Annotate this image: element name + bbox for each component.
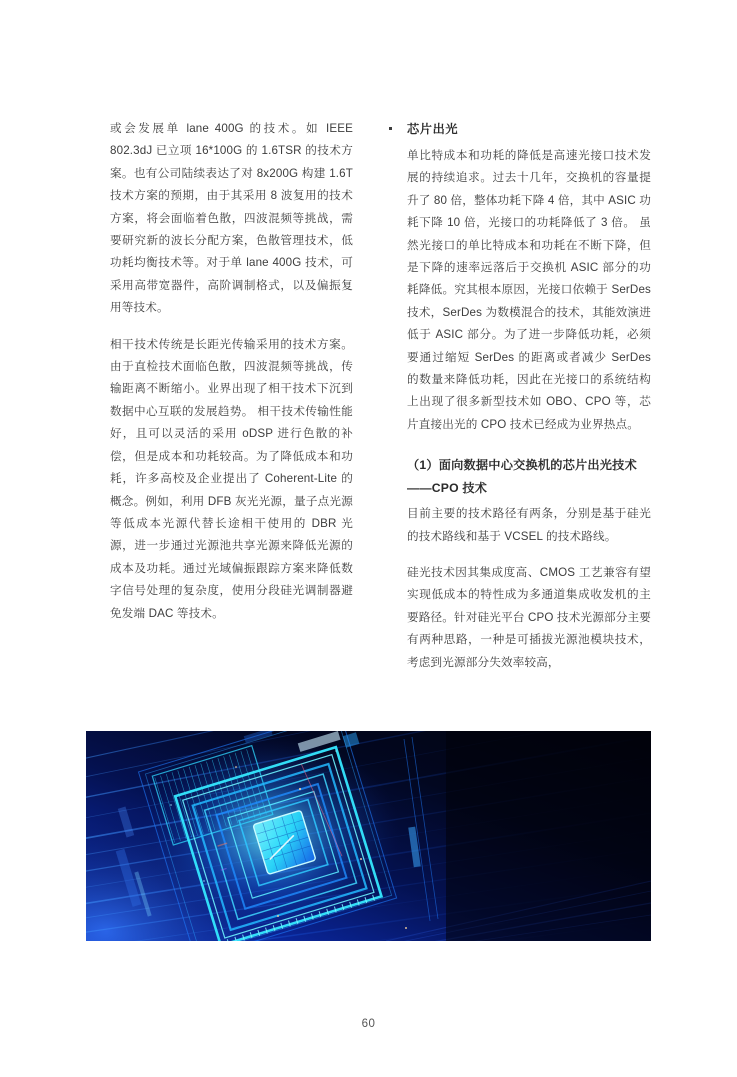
square-bullet-icon	[389, 127, 392, 130]
bullet-section-body	[385, 145, 651, 674]
paragraph: 或会发展单 lane 400G 的技术。如 IEEE 802.3dJ 已立项 16*100G 的 1.6TSR 的技术方案。也有公司陆续表达了对 8x200G 构建 1.6T 技术方案的预期，由于其采用 8 波复用的技术方案，将会面临着色散，四波混频等挑战，需要研究新的波长分配方案，色散管理技术，低功耗均衡技术等。对于单 lane 400G 技术，可采用高带宽器件，高阶调制格式，以及偏振复用等技术。	[110, 122, 353, 315]
paragraph: 硅光技术因其集成度高、CMOS 工艺兼容有望实现低成本的特性成为多通道集成收发机的主要路径。针对硅光平台 CPO 技术光源部分主要有两种思路，一种是可插拔光源池模块技术，考虑到光源部分失效率较高，	[407, 565, 651, 669]
left-text-column	[110, 118, 353, 674]
chip-illustration-image	[86, 731, 651, 941]
two-column-text-body	[110, 118, 651, 674]
right-text-column	[385, 118, 651, 674]
section-sub-heading: （1）面向数据中心交换机的芯片出光技术——CPO 技术	[407, 458, 637, 495]
page-number: 60	[361, 1018, 376, 1030]
bullet-heading	[385, 118, 651, 140]
paragraph: 相干技术传统是长距光传输采用的技术方案。由于直检技术面临色散，四波混频等挑战，传输距离不断缩小。业界出现了相干技术下沉到数据中心互联的发展趋势。 相干技术传输性能好，且可以灵活的采用 oDSP 进行色散的补偿，但是成本和功耗较高。为了降低成本和功耗，许多高校及企业提出了 Coherent-Lite 的概念。例如，利用 DFB 灰光光源，量子点光源等低成本光源代替长途相干使用的 DBR 光源，进一步通过光源池共享光源来降低光源的成本及功耗。通过光域偏振跟踪方案来降低数字信号处理的复杂度，使用分段硅光调制器避免发端 DAC 等技术。	[110, 337, 353, 620]
paragraph: 目前主要的技术路径有两条，分别是基于硅光的技术路线和基于 VCSEL 的技术路线。	[407, 507, 651, 543]
chip-illustration-figure	[86, 731, 651, 941]
bullet-heading-label: 芯片出光	[407, 122, 459, 136]
paragraph: 单比特成本和功耗的降低是高速光接口技术发展的持续追求。过去十几年，交换机的容量提升了 80 倍，整体功耗下降 4 倍，其中 ASIC 功耗下降 10 倍，光接口的功耗降低了 3 倍。 虽然光接口的单比特成本和功耗在不断下降，但是下降的速率远落后于交换机 ASIC 部分的功耗降低。究其根本原因，光接口依赖于 SerDes 技术，SerDes 为数模混合的技术，其能效演进低于 ASIC 部分。为了进一步降低功耗，必须要通过缩短 SerDes 的距离或者减少 SerDes 的数量来降低功耗，因此在光接口的系统结构上出现了很多新型技术如 OBO、CPO 等，芯片直接出光的 CPO 技术已经成为业界热点。	[407, 149, 651, 431]
